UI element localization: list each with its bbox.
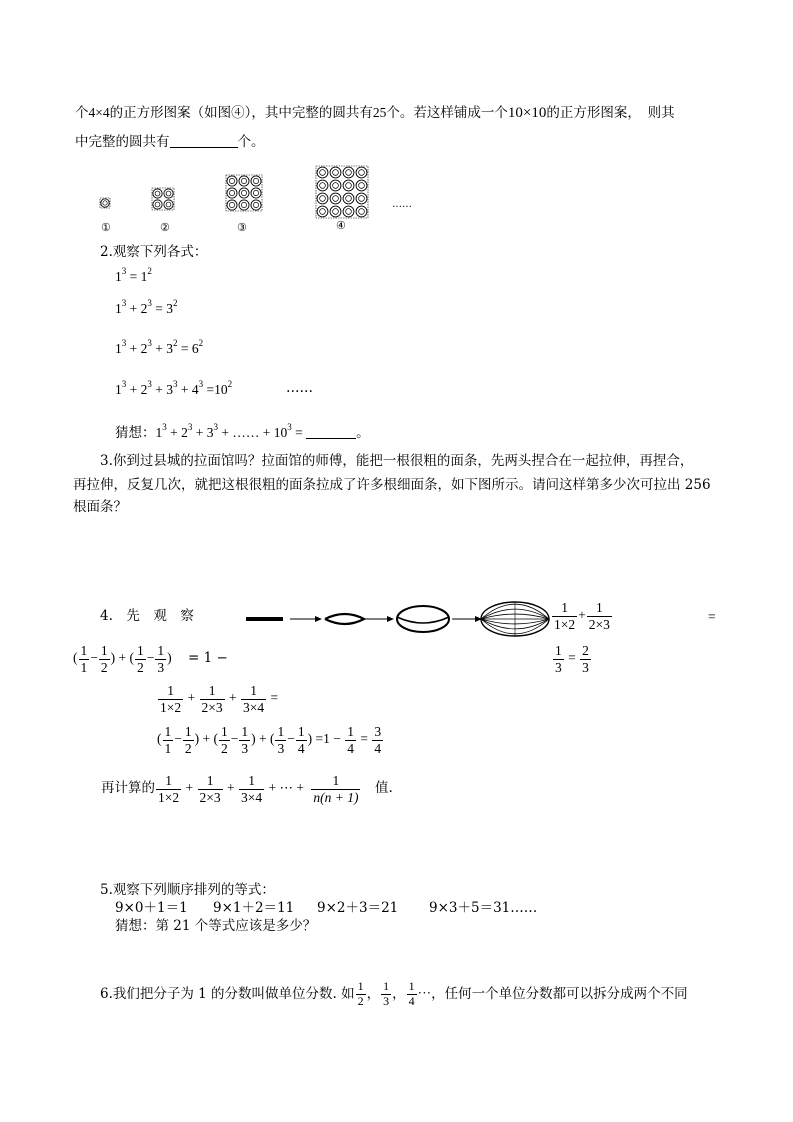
p4-first-expansion: ( $\frac{1}{1}$ − $\frac{1}{2}$ ) + ( $\frac{1}{2}$ − $\frac{1}{3}$ ) — [73, 643, 172, 675]
p5-guess: 猜想：第 21 个等式应该是多少？ — [115, 918, 317, 934]
p5-eq1: 9×0＋1＝1 — [115, 900, 188, 916]
p5-heading: 5.观察下列顺序排列的等式： — [100, 882, 275, 898]
p4-minus-one: = 1 − — [188, 650, 228, 666]
p4-second-sum: $\frac{1}{1\times 2}$ + $\frac{1}{2\times 3}$ + $\frac{1}{3\times 4}$ = — [160, 683, 279, 715]
noodle-stage-2 — [325, 614, 364, 624]
fig-label-3: ③ — [237, 221, 247, 234]
p2-eq4: $1^3 + 2^3 + 3^3 + 4^3 =10^2$ — [115, 379, 233, 397]
fig-label-4: ④ — [336, 219, 346, 232]
p2-eq1: $1^3 = 1^2$ — [115, 266, 152, 284]
p4-first-result: $\frac{1}{3}$ = $\frac{2}{3}$ — [555, 643, 589, 675]
p5-eq4: 9×3＋5＝31…… — [429, 900, 538, 916]
p6-line: 6.我们把分子为 1 的分数叫做单位分数. 如 $\frac{1}{2}$ ， $\frac{1}{3}$ ， $\frac{1}{4}$ ⋯，任何一个单位分数都可以拆分成两个不同 — [100, 979, 688, 1008]
arrow-2-head — [387, 616, 394, 622]
text: 值. — [374, 780, 393, 797]
p2-eq2: $1^3 + 2^3 = 3^2$ — [115, 298, 178, 316]
p3-line2: 再拉伸，反复几次，就把这根很粗的面条拉成了许多根细面条，如下图所示。请问这样第多少次可拉出 256 — [73, 477, 711, 493]
p3-line1: 3.你到过县城的拉面馆吗？拉面馆的师傅，能把一根很粗的面条，先两头捏合在一起拉伸，再捏合， — [100, 453, 694, 469]
text: 的正方形图案， 则其 — [546, 105, 675, 121]
text: 再计算的 — [101, 780, 155, 797]
text: 个。若这样铺成一个 — [386, 105, 508, 121]
text: 中完整的圆共有 — [75, 134, 170, 150]
p4-first-sum: $\frac{1}{1\times 2}$ + $\frac{1}{2\times 3}$ — [554, 600, 610, 632]
p5-eq3: 9×2＋3＝21 — [317, 900, 399, 916]
size-value: 4×4 — [88, 105, 110, 120]
p2-eq3: $1^3 + 2^3 + 3^2 = 6^2$ — [115, 338, 204, 356]
guess-expr: $1^3 + 2^3 + 3^3$ + …… + $10^3$ = — [155, 422, 307, 440]
noodle-stage-3-inner — [397, 617, 449, 623]
fig-label-2: ② — [160, 221, 170, 234]
p4-eq-sign: = — [708, 609, 716, 624]
p5-eq2: 9×1＋2＝11 — [213, 900, 295, 916]
text: 的正方形图案（如图④），其中完整的圆共有 — [109, 105, 373, 121]
arrow-1-head — [315, 616, 322, 622]
p2-heading: 2.观察下列各式： — [100, 244, 208, 260]
text: 个 — [75, 105, 89, 121]
text: 。 — [356, 425, 370, 441]
fig-ellipsis: …… — [392, 199, 412, 210]
p4-label: 4. 先 观 察 — [100, 608, 194, 624]
p2-eq4-dots: …… — [286, 380, 313, 396]
size-value: 10×10 — [507, 105, 547, 121]
count-value: 25 — [372, 105, 387, 120]
noodle-stage-3-outer — [397, 606, 449, 632]
text: 6.我们把分子为 1 的分数叫做单位分数. 如 — [100, 985, 355, 1002]
p4-second-expansion: ( $\frac{1}{1}$ − $\frac{1}{2}$ ) + ( $\frac{1}{2}$ − $\frac{1}{3}$ ) + ( $\frac{1}{3}$ − $\frac{1}{4}$ ) =1 − $\frac{1}{4}$ = $\frac{3}{4}$ — [157, 724, 382, 756]
text: ⋯，任何一个单位分数都可以拆分成两个不同 — [417, 985, 688, 1002]
text: 个。 — [237, 134, 265, 150]
p3-line3: 根面条？ — [73, 499, 127, 515]
p4-calc: 再计算的 $\frac{1}{1\times 2}$ + $\frac{1}{2\times 3}$ + $\frac{1}{3\times 4}$ + ⋯ + $\frac{1}{n(n + 1)}$ 值. — [101, 773, 393, 805]
guess-label: 猜想： — [115, 425, 156, 441]
fig-label-1: ① — [101, 221, 111, 234]
